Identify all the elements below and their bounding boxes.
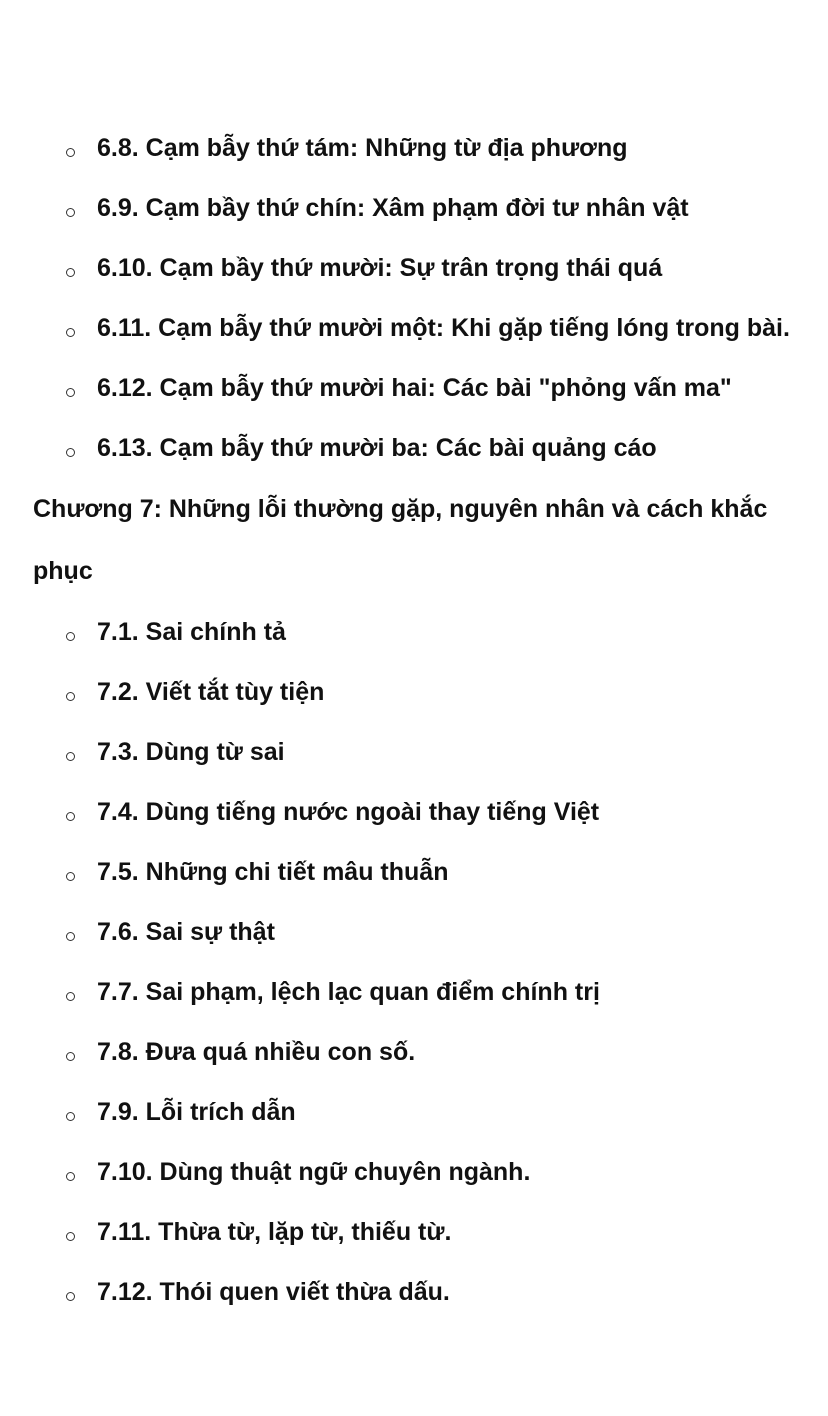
chapter-7-title: Chương 7: Những lỗi thường gặp, nguyên nhân và cách khắc phục xyxy=(33,495,768,585)
list-item-label: 6.12. Cạm bẫy thứ mười hai: Các bài "phỏng vấn ma" xyxy=(97,374,732,402)
circle-bullet-icon xyxy=(64,602,76,662)
list-item xyxy=(0,962,828,1022)
list-item xyxy=(0,418,828,478)
circle-bullet-icon xyxy=(64,902,76,962)
table-of-contents xyxy=(0,118,828,1322)
list-item-label: 7.3. Dùng từ sai xyxy=(97,738,285,766)
circle-bullet-icon xyxy=(64,298,76,358)
circle-bullet-icon xyxy=(64,722,76,782)
list-item-label: 7.8. Đưa quá nhiều con số. xyxy=(97,1038,416,1066)
list-item xyxy=(0,1082,828,1142)
circle-bullet-icon xyxy=(64,662,76,722)
list-item-label: 6.13. Cạm bẫy thứ mười ba: Các bài quảng cáo xyxy=(97,434,657,462)
list-item xyxy=(0,1202,828,1262)
list-item xyxy=(0,238,828,298)
list-item xyxy=(0,118,828,178)
list-item-label: 7.11. Thừa từ, lặp từ, thiếu từ. xyxy=(97,1218,452,1246)
list-item-label: 7.4. Dùng tiếng nước ngoài thay tiếng Việt xyxy=(97,798,600,826)
circle-bullet-icon xyxy=(64,1262,76,1322)
list-item-label: 7.1. Sai chính tả xyxy=(97,618,286,646)
list-item-label: 6.10. Cạm bầy thứ mười: Sự trân trọng thái quá xyxy=(97,254,663,282)
circle-bullet-icon xyxy=(64,842,76,902)
circle-bullet-icon xyxy=(64,418,76,478)
list-item-label: 7.9. Lỗi trích dẫn xyxy=(97,1098,296,1126)
list-item xyxy=(0,722,828,782)
list-item-label: 6.8. Cạm bẫy thứ tám: Những từ địa phương xyxy=(97,134,628,162)
list-item xyxy=(0,1022,828,1082)
circle-bullet-icon xyxy=(64,238,76,298)
chapter-7-subsections xyxy=(0,602,828,1322)
chapter-6-subsections xyxy=(0,118,828,478)
list-item-label: 7.10. Dùng thuật ngữ chuyên ngành. xyxy=(97,1158,531,1186)
list-item xyxy=(0,298,828,358)
list-item xyxy=(0,602,828,662)
circle-bullet-icon xyxy=(64,962,76,1022)
list-item-label: 7.6. Sai sự thật xyxy=(97,918,275,946)
list-item xyxy=(0,782,828,842)
list-item-label: 7.2. Viết tắt tùy tiện xyxy=(97,678,325,706)
list-item-label: 6.11. Cạm bẫy thứ mười một: Khi gặp tiếng lóng trong bài. xyxy=(97,314,790,342)
list-item xyxy=(0,358,828,418)
circle-bullet-icon xyxy=(64,1022,76,1082)
list-item xyxy=(0,902,828,962)
list-item xyxy=(0,178,828,238)
list-item xyxy=(0,842,828,902)
circle-bullet-icon xyxy=(64,358,76,418)
circle-bullet-icon xyxy=(64,1082,76,1142)
list-item-label: 6.9. Cạm bầy thứ chín: Xâm phạm đời tư nhân vật xyxy=(97,194,689,222)
list-item-label: 7.5. Những chi tiết mâu thuẫn xyxy=(97,858,449,886)
circle-bullet-icon xyxy=(64,782,76,842)
circle-bullet-icon xyxy=(64,1142,76,1202)
list-item xyxy=(0,1262,828,1322)
list-item-label: 7.12. Thói quen viết thừa dấu. xyxy=(97,1278,450,1306)
list-item-label: 7.7. Sai phạm, lệch lạc quan điểm chính trị xyxy=(97,978,600,1006)
circle-bullet-icon xyxy=(64,1202,76,1262)
list-item xyxy=(0,662,828,722)
circle-bullet-icon xyxy=(64,178,76,238)
circle-bullet-icon xyxy=(64,118,76,178)
list-item xyxy=(0,1142,828,1202)
